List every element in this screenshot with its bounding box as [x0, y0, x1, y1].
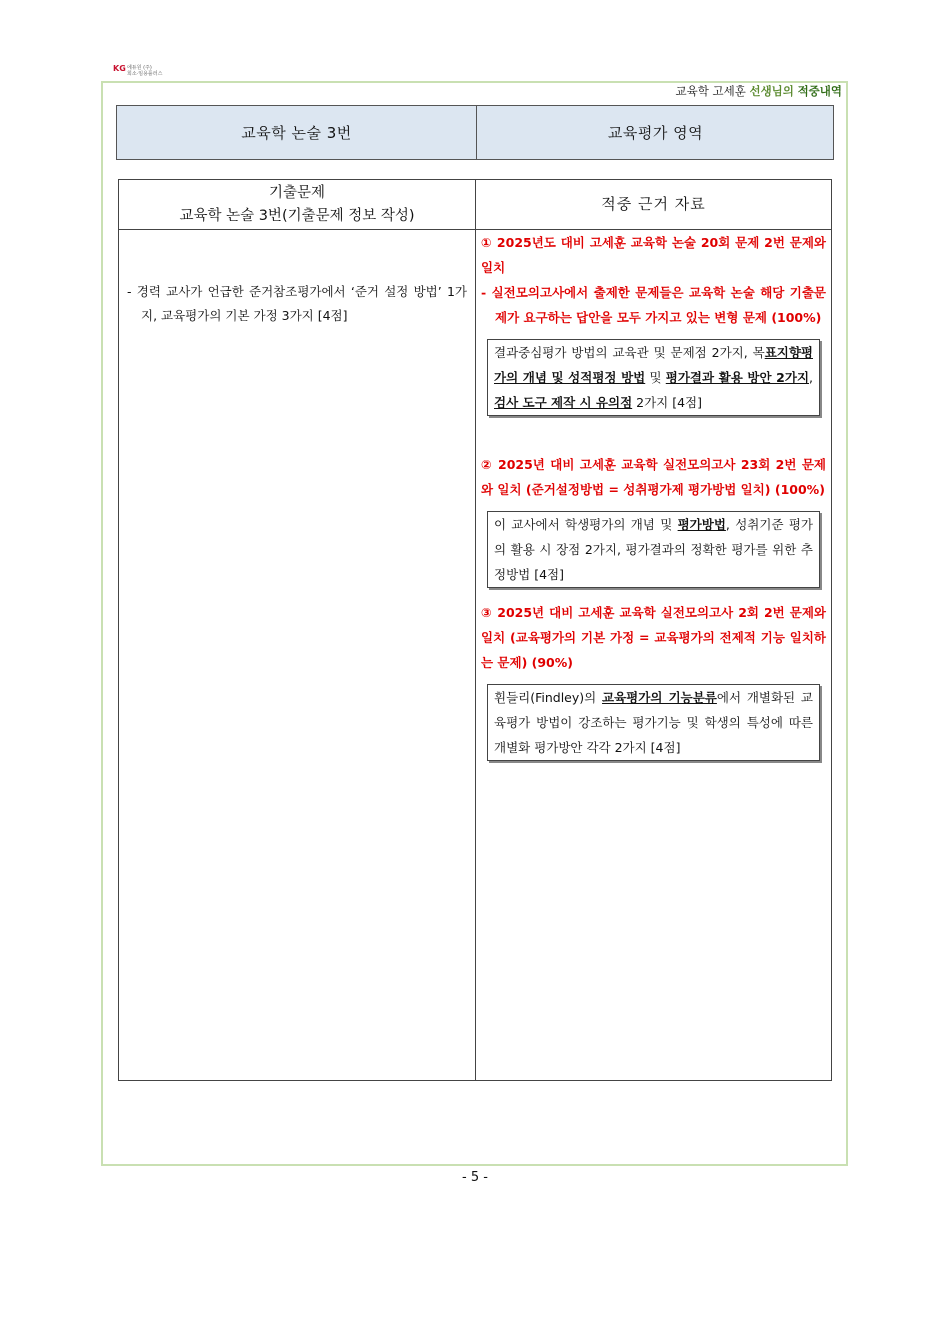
- match-1-title: [481, 230, 826, 330]
- logo-line1: 에듀원 (주): [127, 65, 152, 71]
- match-2-box-text: 이 교사에서 학생평가의 개념 및: [494, 517, 678, 532]
- header-prefix: 교육학 고세훈: [675, 84, 750, 98]
- table-header-right: 적중 근거 자료: [601, 195, 706, 213]
- match-3-box-text: 에서 개별화된 교육평가 방법이 강조하는 평가기능 및 학생의 특성에 따른 개별화 평가방안 각각 2가지 [4점]: [494, 690, 814, 755]
- match-1-box-text: ,: [809, 370, 813, 385]
- logo-kg: KG: [113, 64, 126, 73]
- th-left-line2: 교육학 논술 3번(기출문제 정보 작성): [179, 208, 415, 224]
- match-3-box: [487, 684, 820, 761]
- match-1-bold-2: 평가결과 활용 방안 2가지: [665, 370, 810, 385]
- match-1-box-text: 및: [645, 370, 666, 385]
- title-bar: [116, 105, 834, 160]
- match-3-box-text: 휜들리(Findley)의: [494, 690, 603, 705]
- match-1-box-text: 결과중심평가 방법의 교육관 및 문제점 2가지, 목: [494, 345, 765, 360]
- match-3-bold-1: 교육평가의 기능분류: [602, 690, 717, 705]
- exam-question-item: - 경력 교사가 언급한 준거참조평가에서 ‘준거 설정 방법’ 1가지, 교육평가의 기본 가정 3가지 [4점]: [127, 284, 467, 323]
- header-highlight-teacher: 선생님의: [749, 84, 794, 98]
- column-divider: [475, 180, 476, 1080]
- comparison-table: [118, 179, 832, 1081]
- match-1-box: [487, 339, 820, 416]
- logo-line2: 희소·임용플러스: [127, 71, 163, 77]
- table-header-left: [119, 180, 475, 229]
- title-left: 교육학 논술 3번: [117, 106, 477, 159]
- match-2-bold-1: 평가방법: [677, 517, 726, 532]
- exam-question: [127, 280, 467, 328]
- th-left-line1: 기출문제: [268, 185, 326, 201]
- match-1-bold-3: 검사 도구 제작 시 유의점: [494, 395, 633, 410]
- page-header: [101, 81, 848, 102]
- match-1-bold-1: 표지향평가의 개념 및 성적평정 방법: [494, 345, 813, 385]
- match-1-note: - 실전모의고사에서 출제한 문제들은 교육학 논술 해당 기출문제가 요구하는 답안을 모두 가지고 있는 변형 문제 (100%): [481, 285, 826, 325]
- match-1-title-text: ① 2025년도 대비 고세훈 교육학 논술 20회 문제 2번 문제와 일치: [481, 235, 826, 275]
- match-2-title: ② 2025년 대비 고세훈 교육학 실전모의고사 23회 2번 문제와 일치 (준거설정방법 = 성취평가제 평가방법 일치) (100%): [481, 457, 826, 497]
- page-number: - 5 -: [462, 1170, 488, 1185]
- match-2-box: [487, 511, 820, 588]
- match-2-box-text: , 성취기준 평가의 활용 시 장점 2가지, 평가결과의 정확한 평가를 위한 추정방법 [4점]: [494, 517, 813, 582]
- header-highlight-matches: 적중내역: [797, 84, 842, 98]
- title-right: 교육평가 영역: [607, 124, 704, 142]
- logo-subtitle: [127, 65, 162, 77]
- match-1-box-text: 2가지 [4점]: [632, 395, 703, 410]
- match-3-title: ③ 2025년 대비 고세훈 교육학 실전모의고사 2회 2번 문제와 일치 (교육평가의 기본 가정 = 교육평가의 전제적 기능 일치하는 문제) (90%): [481, 605, 826, 670]
- match-evidence: [481, 230, 826, 761]
